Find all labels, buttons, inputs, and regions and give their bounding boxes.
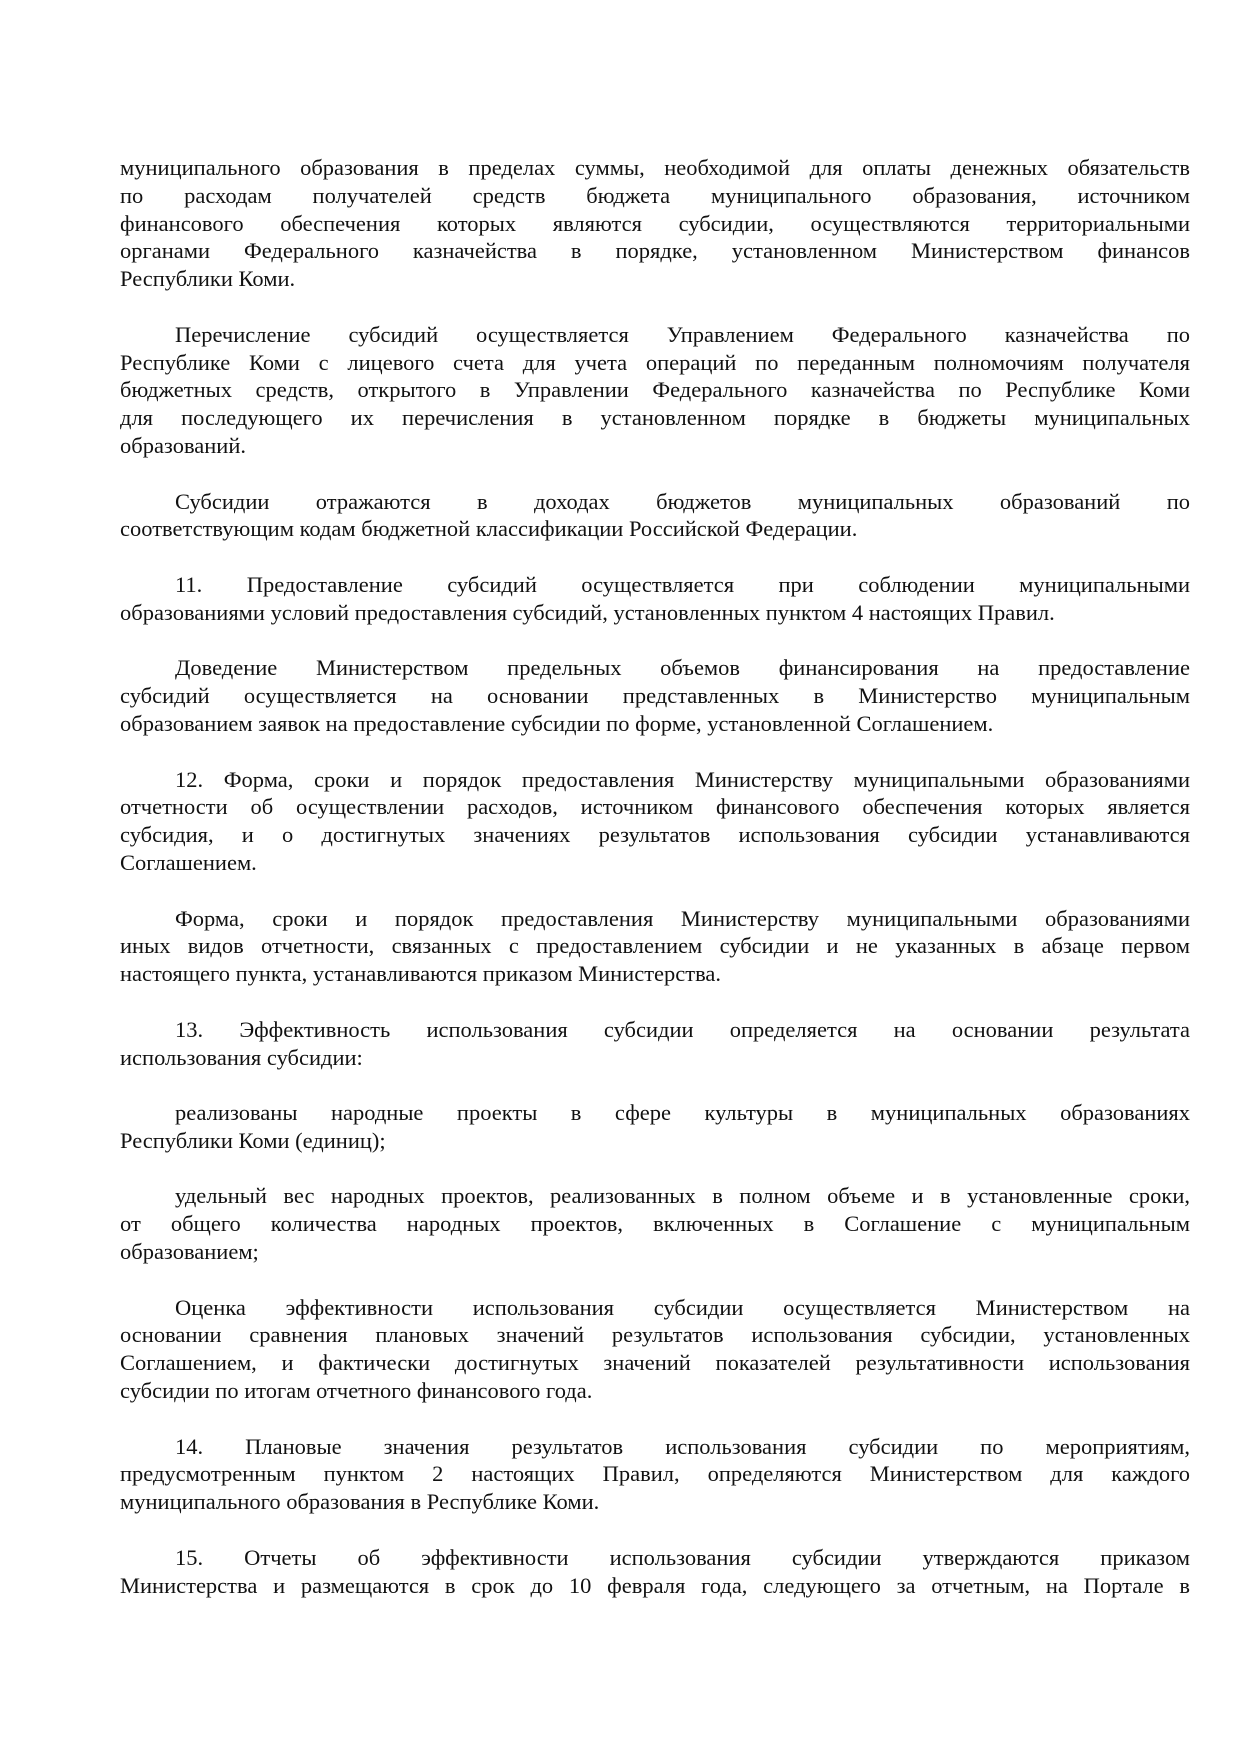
paragraph: [120, 571, 1190, 627]
text-line: муниципального образования в пределах суммы, необходимой для оплаты денежных обязательств: [120, 155, 1190, 180]
paragraph: [120, 1099, 1190, 1155]
text-line: бюджетных средств, открытого в Управлении Федерального казначейства по Республике Коми: [120, 377, 1190, 403]
text-line: Республике Коми с лицевого счета для учета операций по переданным полномочиям получателя: [120, 349, 1190, 375]
text-line: Оценка эффективности использования субсидии осуществляется Министерством на: [175, 1294, 1190, 1320]
text-line: удельный вес народных проектов, реализованных в полном объеме и в установленные сроки,: [175, 1183, 1190, 1209]
paragraph: [120, 654, 1190, 737]
text-line: предусмотренным пунктом 2 настоящих Правил, определяются Министерством для каждого: [120, 1461, 1190, 1487]
text-line: от общего количества народных проектов, включенных в Соглашение с муниципальным: [120, 1211, 1190, 1237]
paragraph: [120, 1544, 1190, 1600]
text-line: образованием;: [120, 1239, 259, 1265]
text-line: 12. Форма, сроки и порядок предоставления Министерству муниципальными образованиями: [175, 766, 1190, 792]
text-line: Соглашением.: [120, 849, 257, 875]
paragraph: [120, 321, 1190, 460]
text-line: субсидий осуществляется на основании представленных в Министерство муниципальным: [120, 683, 1190, 709]
text-line: образованием заявок на предоставление субсидии по форме, установленной Соглашением.: [120, 710, 994, 736]
paragraph: [120, 1016, 1190, 1072]
text-line: для последующего их перечисления в установленном порядке в бюджеты муниципальных: [120, 405, 1190, 431]
text-line: органами Федерального казначейства в порядке, установленном Министерством финансов: [120, 238, 1190, 264]
text-line: отчетности об осуществлении расходов, источником финансового обеспечения которых является: [120, 794, 1190, 820]
text-line: 11. Предоставление субсидий осуществляется при соблюдении муниципальными: [175, 571, 1190, 597]
text-line: 15. Отчеты об эффективности использования субсидии утверждаются приказом: [175, 1544, 1190, 1570]
text-line: реализованы народные проекты в сфере культуры в муниципальных образованиях: [175, 1100, 1190, 1126]
text-line: соответствующим кодам бюджетной классификации Российской Федерации.: [120, 516, 858, 542]
paragraph: [120, 488, 1190, 544]
text-line: Республики Коми.: [120, 266, 296, 292]
text-line: образований.: [120, 432, 247, 458]
text-line: основании сравнения плановых значений результатов использования субсидии, установленных: [120, 1322, 1190, 1348]
text-line: муниципального образования в Республике Коми.: [120, 1489, 600, 1515]
text-line: образованиями условий предоставления субсидий, установленных пунктом 4 настоящих Правил.: [120, 599, 1055, 625]
text-line: субсидии по итогам отчетного финансового года.: [120, 1378, 593, 1404]
text-line: Субсидии отражаются в доходах бюджетов муниципальных образований по: [175, 488, 1190, 514]
text-line: Министерства и размещаются в срок до 10 февраля года, следующего за отчетным, на Портале в: [120, 1572, 1190, 1598]
text-line: 14. Плановые значения результатов использования субсидии по мероприятиям,: [175, 1433, 1190, 1459]
text-line: иных видов отчетности, связанных с предоставлением субсидии и не указанных в абзаце первом: [120, 933, 1190, 959]
text-line: субсидия, и о достигнутых значениях результатов использования субсидии устанавливаются: [120, 822, 1190, 848]
text-line: 13. Эффективность использования субсидии определяется на основании результата: [175, 1016, 1190, 1042]
text-line: Перечисление субсидий осуществляется Управлением Федерального казначейства по: [175, 321, 1190, 347]
text-line: Республики Коми (единиц);: [120, 1127, 386, 1153]
text-line: Форма, сроки и порядок предоставления Министерству муниципальными образованиями: [175, 905, 1190, 931]
document-page: [120, 154, 1190, 1627]
text-line: по расходам получателей средств бюджета муниципального образования, источником: [120, 182, 1190, 208]
paragraph: [120, 1433, 1190, 1516]
text-line: использования субсидии:: [120, 1044, 363, 1070]
paragraph: [120, 154, 1190, 293]
paragraph: [120, 1182, 1190, 1265]
text-line: настоящего пункта, устанавливаются приказом Министерства.: [120, 961, 722, 987]
paragraph: [120, 766, 1190, 877]
text-line: Соглашением, и фактически достигнутых значений показателей результативности использования: [120, 1350, 1190, 1376]
text-line: Доведение Министерством предельных объемов финансирования на предоставление: [175, 655, 1190, 681]
paragraph: [120, 905, 1190, 988]
paragraph: [120, 1294, 1190, 1405]
text-line: финансового обеспечения которых являются субсидии, осуществляются территориальными: [120, 210, 1190, 236]
